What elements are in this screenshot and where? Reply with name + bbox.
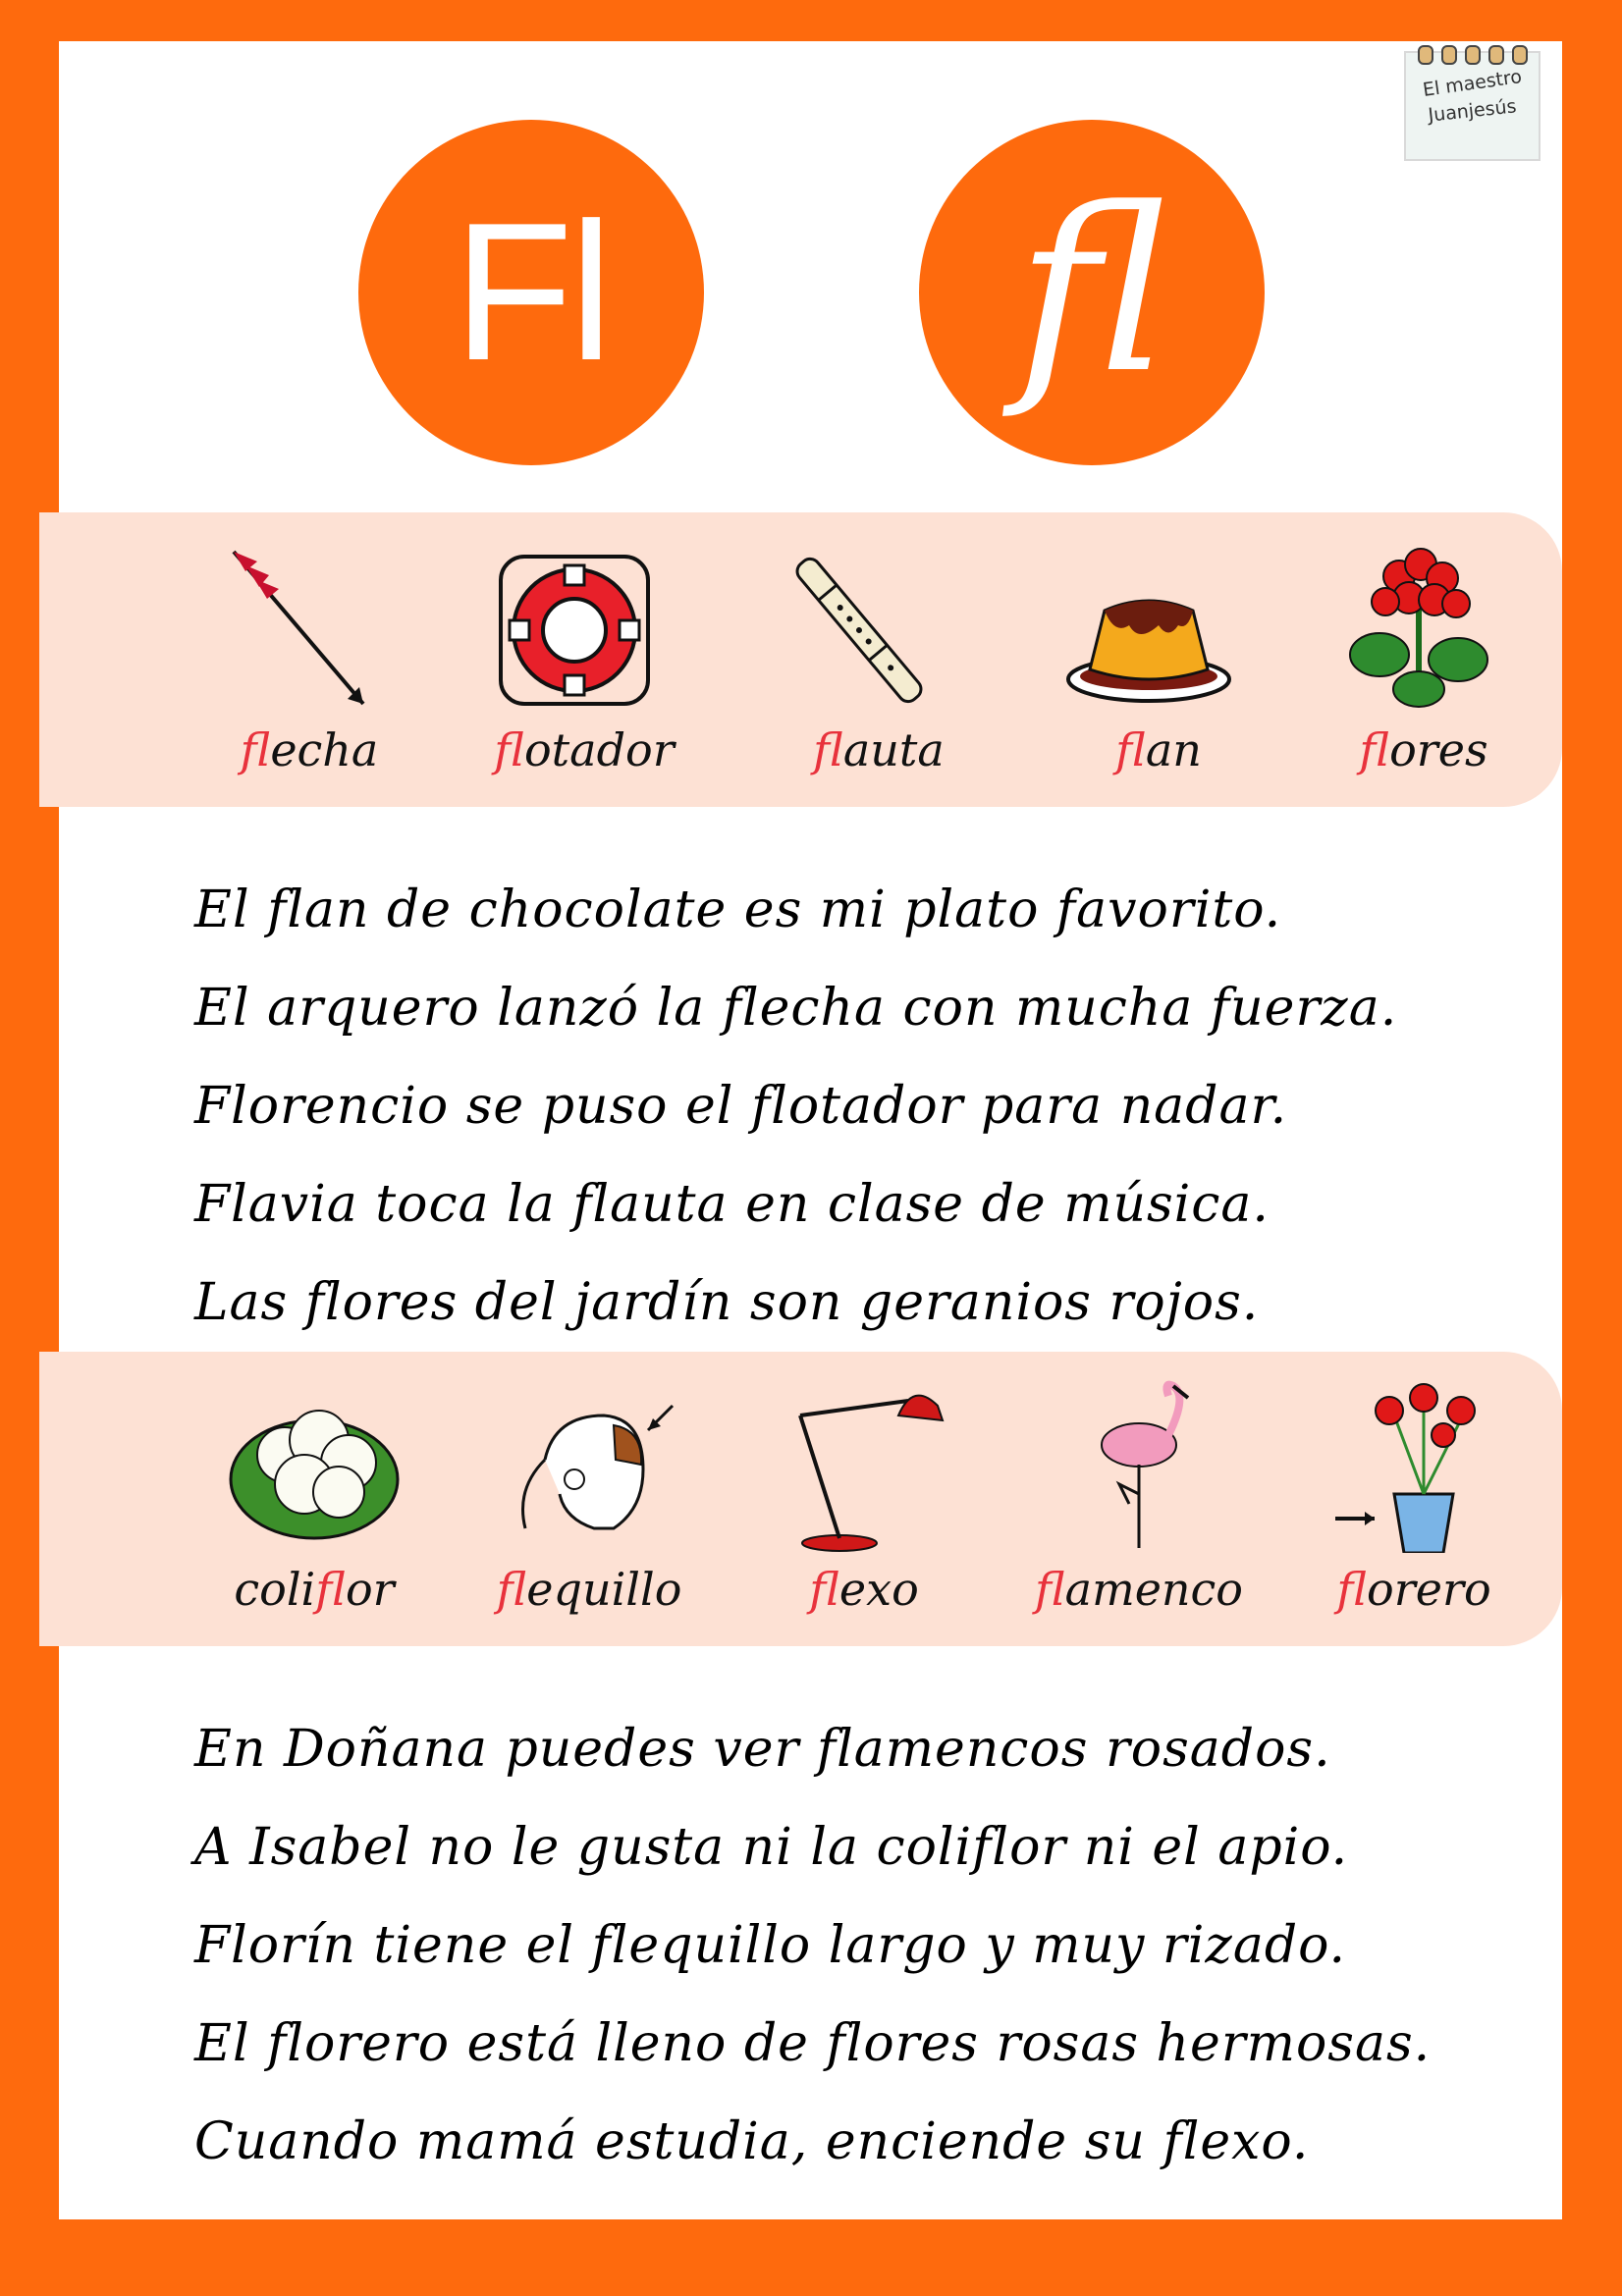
sentence: Flavia toca la flauta en clase de música. bbox=[194, 1175, 1270, 1234]
logo-line-1: El maestro bbox=[1421, 66, 1524, 101]
sentence: Cuando mamá estudia, enciende su flexo. bbox=[194, 2112, 1310, 2171]
word-coliflor: coliflor bbox=[234, 1563, 395, 1616]
cauliflower-icon bbox=[226, 1381, 403, 1558]
word-flauta: flauta bbox=[813, 723, 945, 776]
worksheet-page bbox=[59, 41, 1562, 2219]
sentences-block-1 bbox=[194, 861, 1397, 1352]
vocabulary-band-2 bbox=[39, 1352, 1562, 1646]
sentence: El florero está lleno de flores rosas hermosas. bbox=[194, 2014, 1432, 2073]
notepad-rings-icon bbox=[1406, 45, 1539, 59]
sentences-block-2 bbox=[194, 1700, 1431, 2191]
sentence: Florencio se puso el flotador para nadar. bbox=[194, 1077, 1288, 1136]
vocabulary-band-1 bbox=[39, 512, 1562, 807]
word-flan: flan bbox=[1115, 723, 1202, 776]
flan-icon bbox=[1060, 552, 1237, 728]
word-flecha: flecha bbox=[240, 723, 379, 776]
sentence: El arquero lanzó la flecha con mucha fuerza. bbox=[194, 979, 1398, 1038]
logo-line-2: Juanjesús bbox=[1427, 95, 1518, 127]
lifebuoy-icon bbox=[496, 547, 653, 723]
print-letters: Fl bbox=[453, 183, 610, 401]
flamingo-icon bbox=[1080, 1376, 1237, 1553]
recorder-flute-icon bbox=[781, 542, 938, 719]
cursive-letters-circle bbox=[919, 120, 1265, 465]
arrow-icon bbox=[216, 542, 373, 719]
sentence: Florín tiene el flequillo largo y muy rizado. bbox=[194, 1916, 1347, 1975]
word-flexo: flexo bbox=[809, 1563, 919, 1616]
cursive-letters: fl bbox=[1016, 161, 1167, 423]
desk-lamp-icon bbox=[781, 1376, 957, 1553]
author-logo bbox=[1404, 51, 1541, 161]
word-flequillo: flequillo bbox=[496, 1563, 682, 1616]
print-letters-circle bbox=[358, 120, 704, 465]
sentence: Las flores del jardín son geranios rojos. bbox=[194, 1273, 1260, 1332]
word-florero: florero bbox=[1336, 1563, 1491, 1616]
vase-icon bbox=[1335, 1376, 1512, 1553]
fringe-icon bbox=[506, 1391, 682, 1568]
sentence: A Isabel no le gusta ni la coliflor ni el apio. bbox=[194, 1818, 1349, 1877]
sentence: El flan de chocolate es mi plato favorito. bbox=[194, 881, 1282, 939]
word-flamenco: flamenco bbox=[1034, 1563, 1244, 1616]
sentence: En Doñana puedes ver flamencos rosados. bbox=[194, 1720, 1331, 1779]
word-flores: flores bbox=[1359, 723, 1488, 776]
flowers-icon bbox=[1340, 537, 1497, 714]
word-flotador: flotador bbox=[494, 723, 675, 776]
